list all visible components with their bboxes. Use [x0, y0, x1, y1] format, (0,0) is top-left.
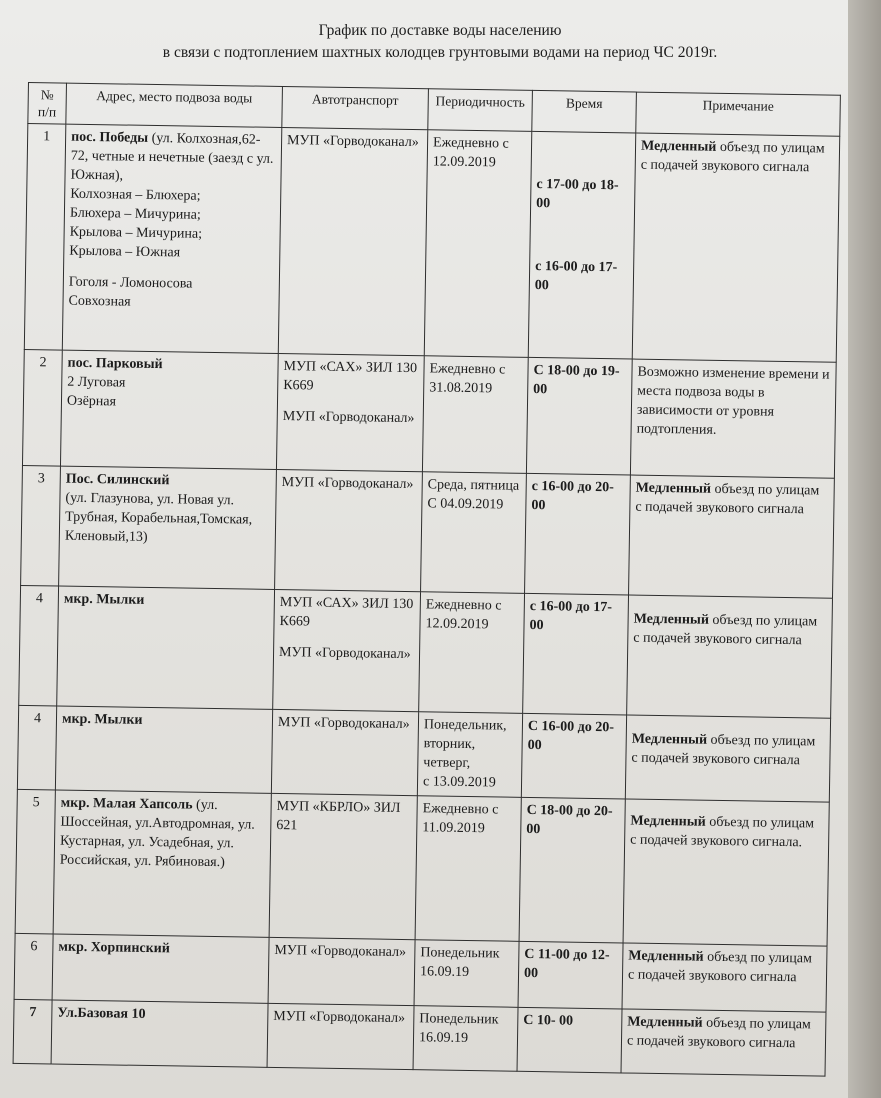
- cell-time: с 16-00 до 20-00: [525, 473, 631, 595]
- table-row: [21, 465, 835, 598]
- table-row: [19, 585, 833, 718]
- note-text: объезд по улицам с подачей звукового сигнала: [633, 612, 818, 649]
- cell-time: С 10- 00: [517, 1007, 622, 1073]
- cell-note: Возможно изменение времени и места подвоза воды в зависимости от уровня подтопления.: [630, 359, 836, 478]
- address-name: мкр. Мылки: [63, 591, 145, 608]
- cell-num: 5: [15, 789, 55, 934]
- table-row: [13, 999, 826, 1076]
- address-name: пос. Парковый: [67, 355, 163, 373]
- address-line: Гоголя - Ломоносова: [68, 274, 193, 292]
- cell-note: [627, 595, 833, 718]
- period-line: Среда, пятница: [427, 477, 520, 494]
- time-slot: с 16-00 до 17-00: [534, 258, 618, 294]
- transport-line: МУП «Горводоканал»: [278, 645, 411, 663]
- cell-time: С 18-00 до 20-00: [519, 797, 625, 943]
- transport-line: МУП «Горводоканал»: [282, 409, 415, 427]
- note-bold: Медленный: [633, 611, 710, 628]
- header-address: Адрес, место подвоза воды: [66, 83, 283, 127]
- schedule-table: [13, 82, 841, 1077]
- address-line: (ул. Колхозная,62-72, четные и нечетные (заезд с ул. Южная),: [70, 130, 274, 184]
- header-note: Примечание: [636, 92, 841, 136]
- note-text: объезд по улицам с подачей звукового сигнала: [627, 949, 813, 986]
- cell-period: [421, 472, 527, 594]
- cell-period: Ежедневно с 11.09.2019: [415, 796, 521, 942]
- address-name: мкр. Хорпинский: [58, 939, 170, 957]
- period-line: с 13.09.2019: [422, 774, 496, 791]
- cell-time: [528, 131, 636, 359]
- note-bold: Медленный: [631, 731, 708, 748]
- note-text: объезд по улицам с подачей звукового сигнала: [635, 481, 820, 518]
- address-name: мкр. Мылки: [61, 711, 143, 728]
- cell-num: 7: [13, 999, 52, 1064]
- note-bold: Медленный: [640, 138, 717, 155]
- cell-time: с 16-00 до 17-00: [523, 593, 629, 715]
- address-name: мкр. Малая Хапсоль: [60, 795, 193, 813]
- cell-address: [62, 124, 282, 353]
- address-line: Крылова – Южная: [69, 243, 181, 261]
- address-line: (ул. Шоссейная, ул.Автодромная, ул. Кустарная, ул. Усадебная, ул. Российская, ул. Рябиновая.): [59, 797, 255, 871]
- title-line-1: График по доставке воды населению: [318, 22, 562, 39]
- time-slot: с 17-00 до 18-00: [536, 177, 619, 212]
- cell-note: [625, 715, 830, 802]
- header-period: Периодичность: [428, 89, 533, 132]
- note-bold: Медленный: [630, 813, 706, 830]
- title-line-2: в связи с подтоплением шахтных колодцев грунтовыми водами на период ЧС 2019г.: [162, 44, 718, 61]
- note-text: объезд по улицам с подачей звукового сигнала: [640, 139, 825, 176]
- cell-note: [623, 799, 829, 946]
- cell-num: 1: [24, 124, 66, 351]
- cell-transport: [273, 589, 421, 711]
- note-bold: Медленный: [627, 1014, 703, 1031]
- table-row: [22, 349, 836, 478]
- address-line: Колхозная – Блюхера;: [70, 186, 201, 204]
- cell-time: С 18-00 до 19-00: [526, 357, 632, 475]
- cell-period: Ежедневно с 31.08.2019: [422, 356, 528, 474]
- address-name: пос. Победы: [71, 129, 149, 146]
- cell-address: [51, 1000, 268, 1067]
- cell-period: Понедельник 16.09.19: [414, 940, 519, 1008]
- note-text: объезд по улицам с подачей звукового сигнала: [631, 732, 816, 769]
- address-name: Пос. Силинский: [65, 471, 170, 489]
- cell-period: [417, 712, 522, 798]
- cell-time: С 11-00 до 12-00: [518, 941, 623, 1009]
- address-line: Совхозная: [68, 293, 131, 310]
- cell-transport: МУП «Горводоканал»: [267, 1003, 414, 1069]
- cell-num: 3: [21, 465, 61, 586]
- cell-address: [55, 706, 272, 793]
- note-text: объезд по улицам с подачей звукового сигнала: [626, 1015, 811, 1052]
- address-line: (ул. Глазунова, ул. Новая ул. Трубная, Корабельная,Томская, Кленовый,13): [64, 490, 253, 545]
- note-bold: Медленный: [635, 480, 712, 497]
- cell-note: [621, 1009, 826, 1076]
- cell-address: [57, 586, 275, 709]
- cell-transport: [276, 353, 424, 471]
- table-row: [15, 789, 829, 946]
- address-line: Крылова – Мичурина;: [69, 224, 203, 242]
- transport-line: МУП «САХ» ЗИЛ 130 К669: [283, 359, 418, 394]
- cell-address: [59, 466, 277, 589]
- cell-time: С 16-00 до 20-00: [521, 713, 626, 799]
- cell-address: [52, 934, 269, 1003]
- cell-transport: МУП «Горводоканал»: [278, 127, 428, 355]
- page-edge-shadow: [848, 0, 881, 1098]
- cell-note: [629, 475, 835, 598]
- period-line: С 04.09.2019: [427, 496, 504, 513]
- address-name: Ул.Базовая 10: [57, 1005, 146, 1022]
- document-title: [60, 20, 820, 64]
- cell-transport: МУП «Горводоканал»: [275, 469, 423, 591]
- header-transport: Автотранспорт: [282, 86, 429, 129]
- transport-line: МУП «САХ» ЗИЛ 130 К669: [279, 595, 414, 630]
- cell-address: [60, 350, 278, 469]
- address-line: Озёрная: [66, 393, 117, 410]
- cell-period: Ежедневно с 12.09.2019: [419, 592, 525, 714]
- period-line: Понедельник, вторник, четверг,: [423, 717, 507, 772]
- cell-transport: МУП «Горводоканал»: [271, 709, 418, 795]
- cell-num: 2: [22, 349, 62, 466]
- cell-period: Понедельник 16.09.19: [413, 1006, 518, 1072]
- table-row: [17, 705, 830, 802]
- note-bold: Медленный: [628, 948, 704, 965]
- cell-period: Ежедневно с 12.09.2019: [424, 130, 532, 358]
- header-time: Время: [532, 90, 637, 133]
- cell-num: 4: [19, 585, 59, 706]
- cell-transport: МУП «КБРЛО» ЗИЛ 621: [269, 793, 417, 939]
- cell-note: [622, 943, 827, 1012]
- address-line: Блюхера – Мичурина;: [69, 205, 201, 223]
- header-num: № п/п: [28, 83, 67, 125]
- address-line: 2 Луговая: [67, 374, 126, 391]
- table-row: [24, 124, 839, 363]
- cell-address: [53, 790, 271, 937]
- cell-note: [632, 133, 840, 362]
- cell-num: 6: [14, 933, 53, 1000]
- cell-num: 4: [17, 705, 56, 790]
- note-text: объезд по улицам с подачей звукового сигнала.: [630, 814, 815, 851]
- cell-transport: МУП «Горводоканал»: [268, 937, 415, 1005]
